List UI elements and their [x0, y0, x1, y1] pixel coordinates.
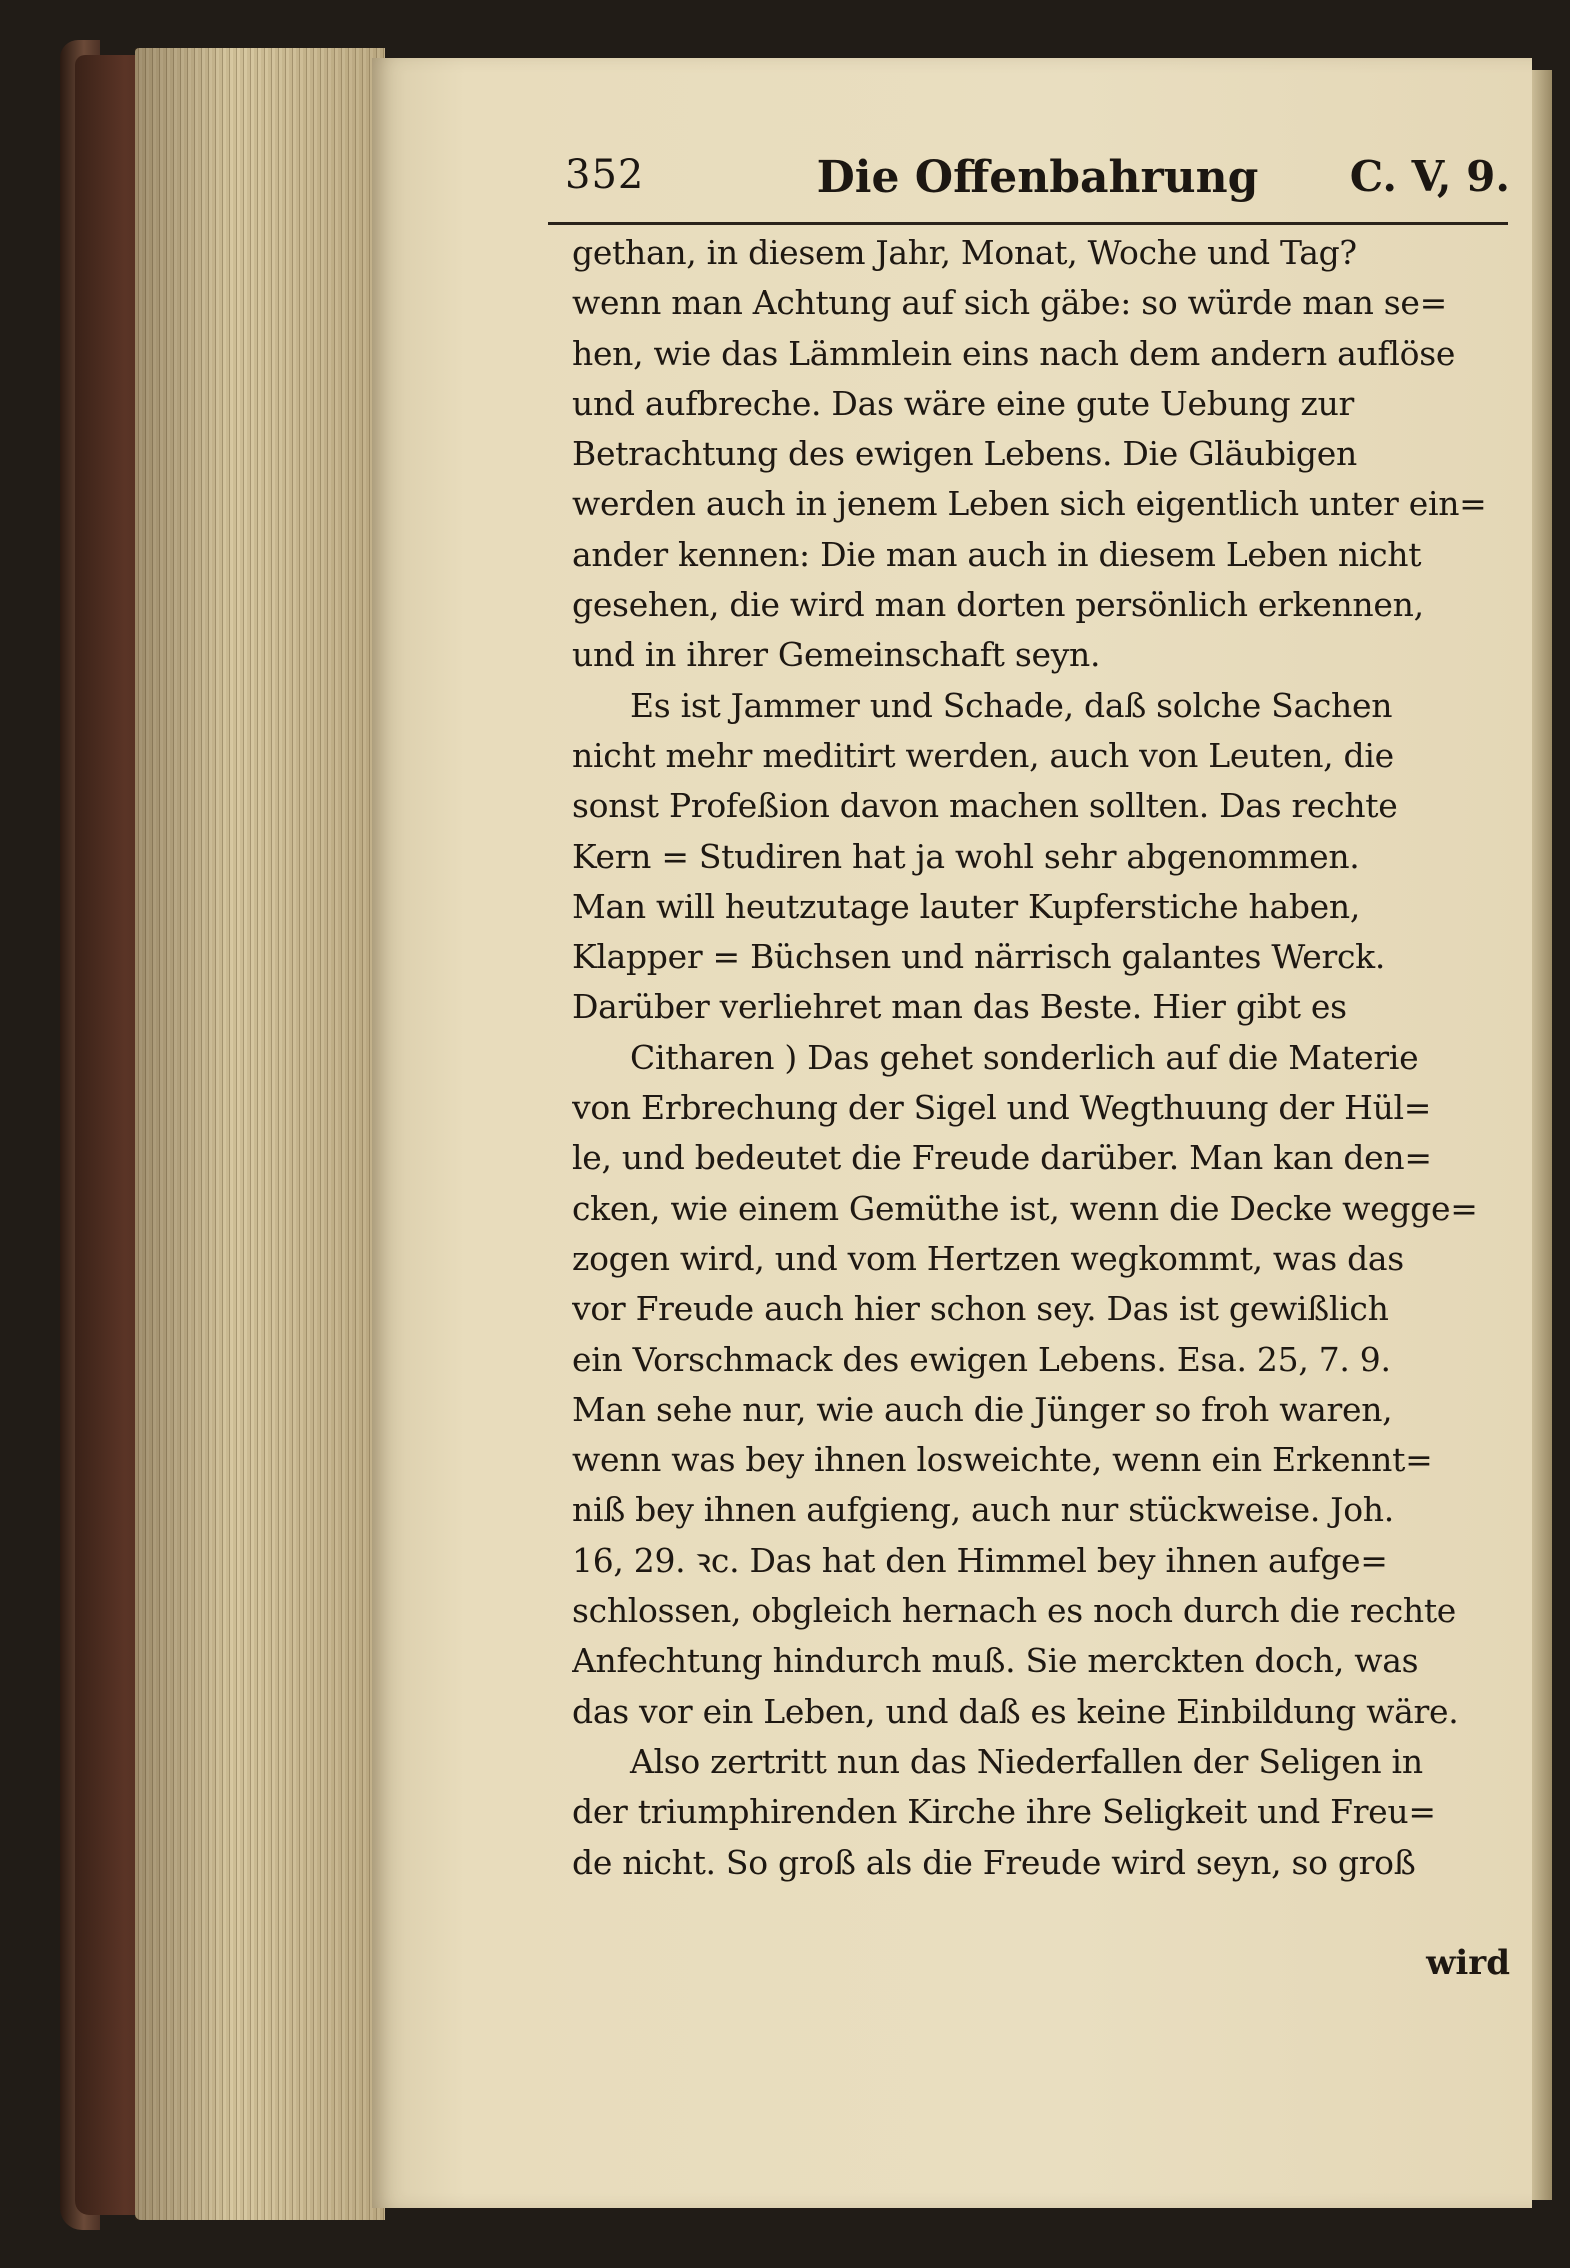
text-line: niß bey ihnen aufgieng, auch nur stückweise. Joh. [572, 1490, 1394, 1530]
text-line: 16, 29. ꝛc. Das hat den Himmel bey ihnen aufge= [572, 1540, 1388, 1580]
page-right-edge [1532, 70, 1552, 2200]
text-line: wenn was bey ihnen losweichte, wenn ein Erkennt= [572, 1440, 1433, 1480]
page-stack-shadow [135, 48, 385, 2220]
text-line: von Erbrechung der Sigel und Wegthuung der Hül= [572, 1088, 1432, 1128]
text-line: cken, wie einem Gemüthe ist, wenn die Decke wegge= [572, 1188, 1478, 1228]
text-line: und aufbreche. Das wäre eine gute Uebung zur [572, 383, 1355, 423]
body-text [572, 228, 1517, 1888]
page-number: 352 [565, 152, 645, 198]
paragraph-start-line: Es ist Jammer und Schade, daß solche Sachen [630, 685, 1393, 725]
text-line: wenn man Achtung auf sich gäbe: so würde man se= [572, 283, 1447, 323]
text-line: ander kennen: Die man auch in diesem Leben nicht [572, 534, 1422, 574]
text-line: das vor ein Leben, und daß es keine Einbildung wäre. [572, 1691, 1459, 1731]
text-line: der triumphirenden Kirche ihre Seligkeit und Freu= [572, 1792, 1436, 1832]
text-line: nicht mehr meditirt werden, auch von Leuten, die [572, 735, 1394, 775]
text-line: und in ihrer Gemeinschaft seyn. [572, 635, 1101, 675]
text-line: gesehen, die wird man dorten persönlich erkennen, [572, 585, 1424, 625]
text-line: le, und bedeutet die Freude darüber. Man kan den= [572, 1138, 1432, 1178]
text-line: Darüber verliehret man das Beste. Hier gibt es [572, 987, 1347, 1027]
catchword: wird [1426, 1943, 1510, 1983]
header-rule [548, 222, 1508, 225]
text-line: zogen wird, und vom Hertzen wegkommt, was das [572, 1238, 1404, 1278]
text-line: sonst Profeßion davon machen sollten. Das rechte [572, 786, 1398, 826]
text-line: werden auch in jenem Leben sich eigentlich unter ein= [572, 484, 1487, 524]
running-title: Die Offenbahrung [816, 152, 1259, 203]
text-line: Klapper = Büchsen und närrisch galantes Werck. [572, 937, 1386, 977]
page-header [565, 152, 1510, 212]
text-line: Kern = Studiren hat ja wohl sehr abgenommen. [572, 836, 1360, 876]
text-line: vor Freude auch hier schon sey. Das ist gewißlich [572, 1289, 1389, 1329]
text-line: Betrachtung des ewigen Lebens. Die Gläubigen [572, 434, 1357, 474]
text-line: Anfechtung hindurch muß. Sie merckten doch, was [572, 1641, 1419, 1681]
text-line: hen, wie das Lämmlein eins nach dem andern auflöse [572, 333, 1456, 373]
text-line: de nicht. So groß als die Freude wird seyn, so groß [572, 1842, 1416, 1882]
text-line: Man will heutzutage lauter Kupferstiche haben, [572, 886, 1361, 926]
text-line: schlossen, obgleich hernach es noch durch die rechte [572, 1591, 1457, 1631]
paragraph-start-line: Also zertritt nun das Niederfallen der Seligen in [630, 1741, 1423, 1781]
paragraph-start-line: Citharen ) Das gehet sonderlich auf die Materie [630, 1037, 1419, 1077]
text-line: gethan, in diesem Jahr, Monat, Woche und Tag? [572, 233, 1357, 272]
text-line: ein Vorschmack des ewigen Lebens. Esa. 25, 7. 9. [572, 1339, 1391, 1379]
chapter-reference: C. V, 9. [1349, 152, 1510, 201]
text-line: Man sehe nur, wie auch die Jünger so froh waren, [572, 1389, 1393, 1429]
